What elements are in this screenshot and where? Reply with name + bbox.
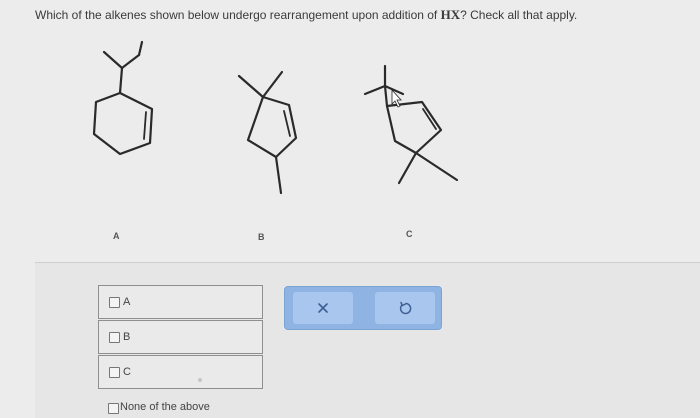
structure-a: [94, 42, 152, 154]
structure-label-a: A: [113, 231, 120, 241]
answer-actions: [284, 286, 442, 330]
undo-icon: [398, 301, 412, 315]
choice-c[interactable]: [98, 355, 263, 389]
checkbox-c[interactable]: [109, 367, 120, 378]
decorative-dot: [198, 378, 202, 382]
choice-none-label: None of the above: [120, 401, 210, 413]
checkbox-a[interactable]: [109, 297, 120, 308]
structure-b: [239, 72, 296, 193]
question-text-start: Which of the alkenes shown below undergo rearrangement upon addition of: [35, 8, 441, 22]
undo-button[interactable]: [375, 292, 435, 324]
choice-b[interactable]: [98, 320, 263, 354]
choice-b-label: B: [123, 331, 131, 343]
choice-a-label: A: [123, 296, 131, 308]
x-icon: [317, 302, 329, 314]
choice-c-label: C: [123, 366, 131, 378]
checkbox-none[interactable]: [108, 403, 119, 414]
question-text-end: ? Check all that apply.: [460, 8, 578, 22]
structure-label-b: B: [258, 232, 265, 242]
structure-c: [365, 66, 457, 183]
clear-button[interactable]: [293, 292, 353, 324]
checkbox-b[interactable]: [109, 332, 120, 343]
choice-a[interactable]: [98, 285, 263, 319]
structure-label-c: C: [406, 229, 413, 239]
question-formula: HX: [440, 7, 461, 22]
